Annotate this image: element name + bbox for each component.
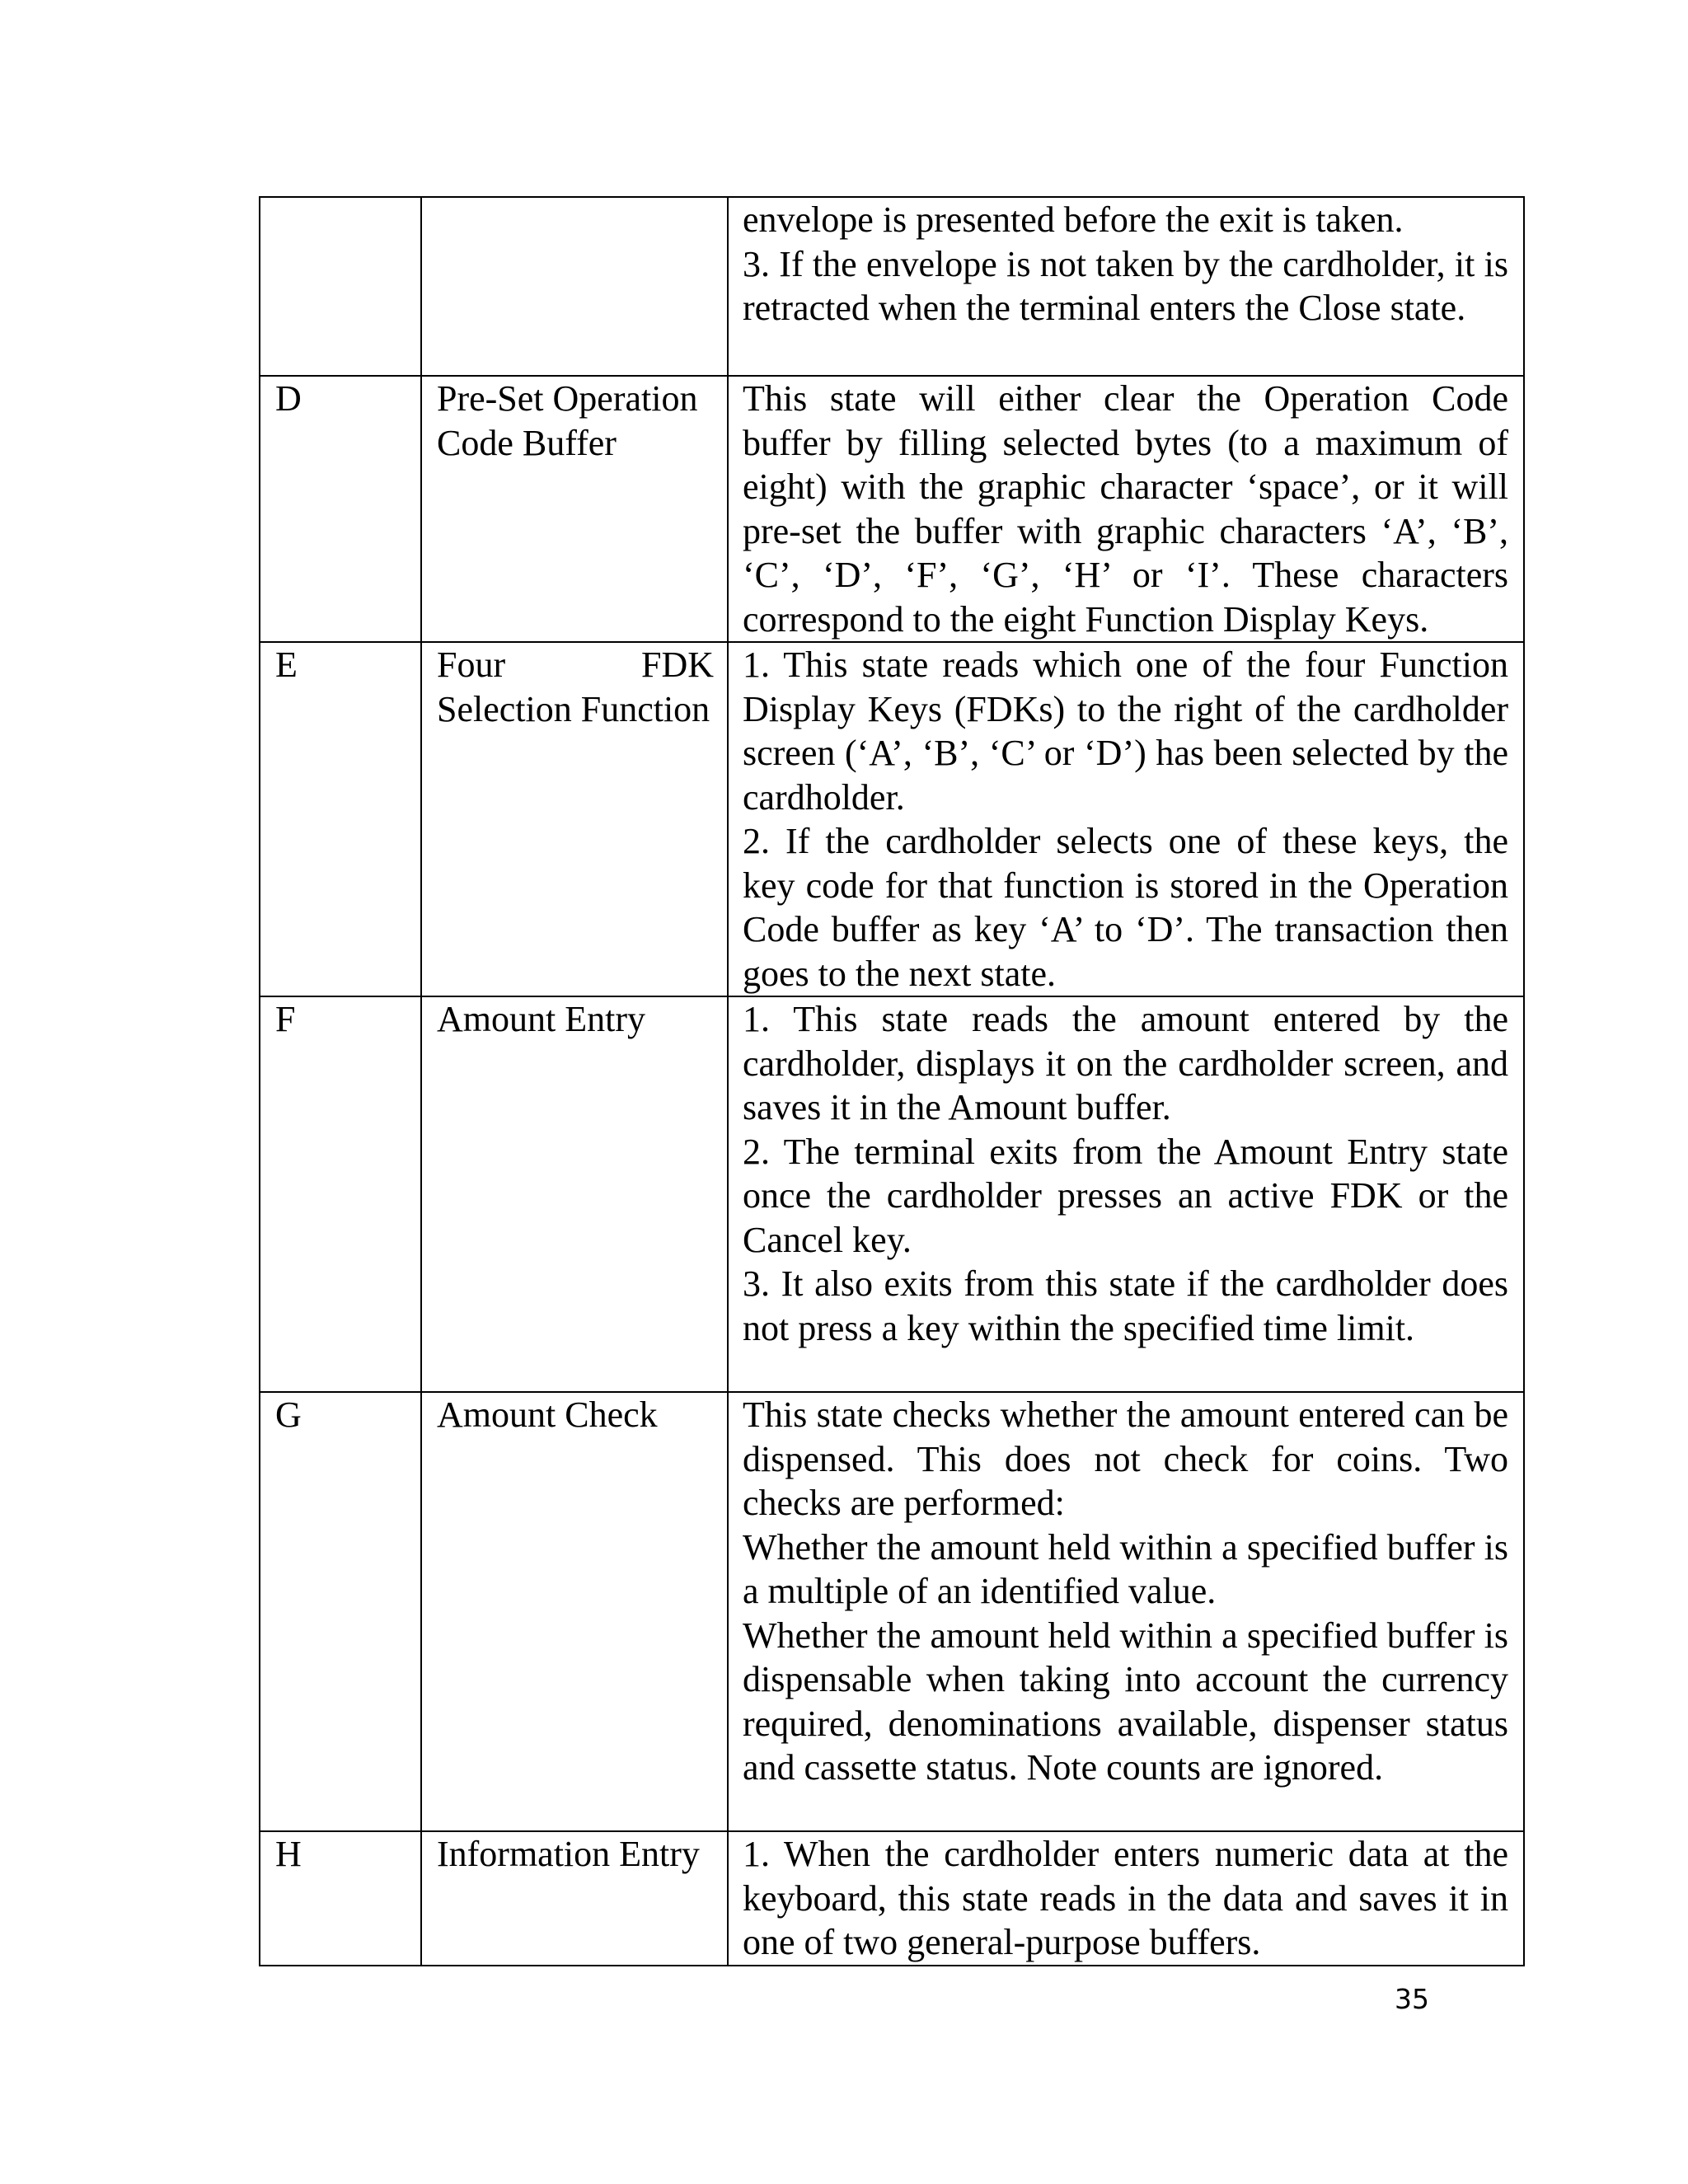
description-paragraph: 2. If the cardholder selects one of these keys, the key code for that function is stored in the Operation Code buffer as key ‘A’ to ‘D’. The transaction then goes to the next state.	[743, 821, 1508, 994]
description-paragraph: 1. This state reads which one of the four Function Display Keys (FDKs) to the right of the cardholder screen (‘A’, ‘B’, ‘C’ or ‘D’) has been selected by the cardholder.	[743, 644, 1508, 818]
states-table	[259, 196, 1525, 1966]
description-paragraph: envelope is presented before the exit is taken.	[743, 199, 1404, 240]
state-code: E	[275, 644, 298, 685]
state-name-cell	[421, 1831, 728, 1966]
state-code-cell	[260, 642, 421, 996]
state-description-cell	[728, 996, 1524, 1392]
description-paragraph: 3. It also exits from this state if the cardholder does not press a key within the specified time limit.	[743, 1263, 1508, 1348]
description-paragraph: 2. The terminal exits from the Amount Entry state once the cardholder presses an active FDK or the Cancel key.	[743, 1131, 1508, 1260]
state-description-cell	[728, 1831, 1524, 1966]
state-code: H	[275, 1834, 302, 1874]
state-name-cell	[421, 996, 728, 1392]
description-paragraph: Whether the amount held within a specified buffer is a multiple of an identified value.	[743, 1526, 1508, 1611]
description-paragraph: 1. When the cardholder enters numeric data at the keyboard, this state reads in the data and saves it in one of two general-purpose buffers.	[743, 1834, 1508, 1962]
state-name: Pre-Set Operation Code Buffer	[437, 378, 698, 463]
table-row	[260, 996, 1524, 1392]
state-description-cell	[728, 642, 1524, 996]
state-name-cell	[421, 642, 728, 996]
state-code-cell	[260, 996, 421, 1392]
description-paragraph: 3. If the envelope is not taken by the cardholder, it is retracted when the terminal enters the Close state.	[743, 243, 1508, 328]
table-row	[260, 642, 1524, 996]
table-row	[260, 1831, 1524, 1966]
description-paragraph: This state checks whether the amount entered can be dispensed. This does not check for coins. Two checks are performed:	[743, 1394, 1508, 1523]
state-code-cell	[260, 376, 421, 642]
state-name-cell	[421, 1392, 728, 1831]
state-name: Amount Check	[437, 1394, 658, 1435]
state-name-cell	[421, 197, 728, 376]
state-code-cell	[260, 1831, 421, 1966]
description-paragraph: This state will either clear the Operation Code buffer by filling selected bytes (to a maximum of eight) with the graphic character ‘space’, or it will pre-set the buffer with graphic characters ‘A’, ‘B’, ‘C’, ‘D’, ‘F’, ‘G’, ‘H’ or ‘I’. These characters correspond to the eight Function Display Keys.	[743, 378, 1508, 640]
state-name: Four FDK Selection Function	[437, 644, 714, 729]
table-row	[260, 1392, 1524, 1831]
state-code: G	[275, 1394, 302, 1435]
state-name: Information Entry	[437, 1834, 700, 1874]
page-number: 35	[1395, 1983, 1429, 2015]
state-code: F	[275, 999, 296, 1039]
state-name-cell	[421, 376, 728, 642]
state-description-cell	[728, 197, 1524, 376]
description-paragraph: Whether the amount held within a specified buffer is dispensable when taking into account the currency required, denominations available, dispenser status and cassette status. Note counts are ignored.	[743, 1615, 1508, 1788]
state-description-cell	[728, 1392, 1524, 1831]
state-code-cell	[260, 1392, 421, 1831]
state-name: Amount Entry	[437, 999, 645, 1039]
state-description-cell	[728, 376, 1524, 642]
description-paragraph: 1. This state reads the amount entered by the cardholder, displays it on the cardholder screen, and saves it in the Amount buffer.	[743, 999, 1508, 1127]
table-row	[260, 197, 1524, 376]
state-code-cell	[260, 197, 421, 376]
state-code: D	[275, 378, 302, 419]
table-row	[260, 376, 1524, 642]
